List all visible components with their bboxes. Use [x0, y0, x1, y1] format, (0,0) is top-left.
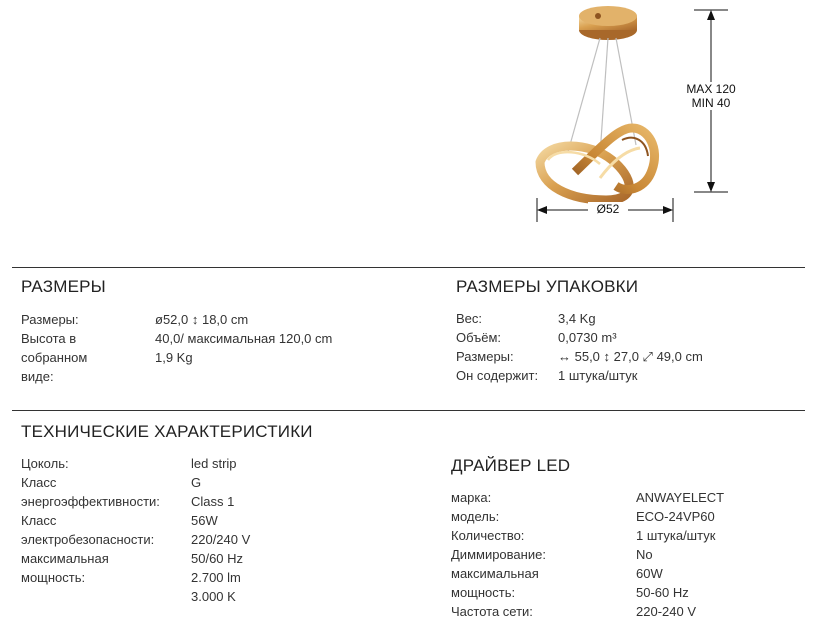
diameter-label: Ø52 [588, 202, 628, 216]
technical-table: Цоколь: led strip Класс G энергоэффективности: Class 1 Класс 56W электробезопасности: 220/240 V максимальная 50/60 Hz мощность: 2.700 lm 3.000 K [21, 456, 251, 604]
dimensions-title: РАЗМЕРЫ [21, 277, 106, 296]
lamp-illustration [0, 0, 813, 240]
height-min-label: MIN 40 [691, 96, 731, 110]
product-figure [0, 0, 813, 240]
driver-title: ДРАЙВЕР LED [451, 456, 571, 475]
dimensions-table: Размеры: ø52,0 ↕ 18,0 cm Высота в 40,0/ максимальная 120,0 cm собранном 1,9 Kg виде: [21, 312, 333, 384]
technical-title: ТЕХНИЧЕСКИЕ ХАРАКТЕРИСТИКИ [21, 422, 313, 441]
height-max-label: MAX 120 [686, 82, 736, 96]
packaging-title: РАЗМЕРЫ УПАКОВКИ [456, 277, 639, 296]
driver-table: марка: ANWAYELECT модель: ECO-24VP60 Количество: 1 штука/штук Диммирование: No максимальная 60W мощность: 50-60 Hz Частота сети: 220-240 V [451, 490, 725, 619]
ceiling-canopy [579, 6, 637, 40]
lamp-ring [540, 128, 655, 200]
packaging-table: Вес: 3,4 Kg Объём: 0,0730 m³ Размеры: ↔ 55,0 ↕ 27,0 ⤢ 49,0 cm Он содержит: 1 штука/штук [456, 311, 703, 383]
divider-middle [12, 410, 805, 411]
height-range-label [676, 82, 746, 110]
divider-top [12, 267, 805, 268]
